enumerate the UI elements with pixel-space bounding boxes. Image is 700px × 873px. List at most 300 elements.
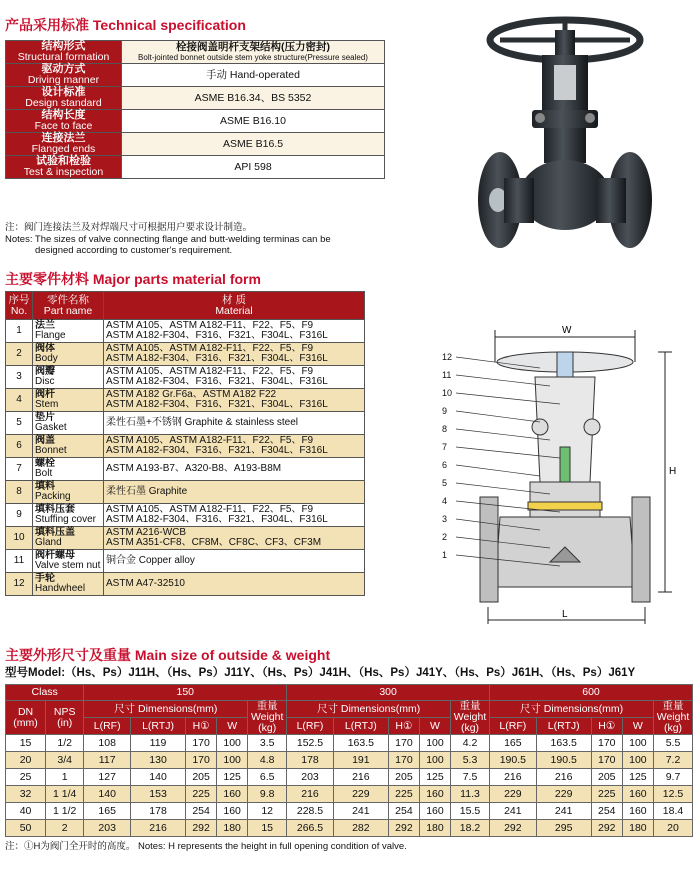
part-callout: 8 xyxy=(442,424,448,434)
spec-row xyxy=(6,110,385,133)
size-cell: 1 1/4 xyxy=(46,786,84,803)
dn-unit: (mm) xyxy=(13,716,38,729)
size-cell: 292 xyxy=(490,820,537,837)
size-cell: 125 xyxy=(622,769,653,786)
material-line-1: ASTM A105、ASTM A182-F11、F22、F5、F9 xyxy=(106,504,314,515)
size-cell: 117 xyxy=(84,752,131,769)
material-line-2: ASTM A351-CF8、CF8M、CF8C、CF3、CF3M xyxy=(106,537,322,548)
weight-en: Weight xyxy=(453,711,487,723)
part-no: 9 xyxy=(6,504,33,527)
material-line-2: ASTM A182-F304、F316、F321、F304L、F316L xyxy=(106,445,328,456)
spec-value-text: 栓接阀盖明杆支架结构(压力密封) xyxy=(176,41,330,53)
weight-en: Weight xyxy=(250,711,284,723)
weight-header xyxy=(654,701,693,735)
tech-heading: 产品采用标准 Technical specification xyxy=(5,17,246,33)
material-line-1: ASTM A182 Gr.F6a、ASTM A182 F22 xyxy=(106,389,277,400)
size-cell: 241 xyxy=(490,803,537,820)
dimensions-header: 尺寸 Dimensions(mm) xyxy=(490,701,654,718)
size-cell: 178 xyxy=(130,803,185,820)
spec-label-en: Design standard xyxy=(25,97,102,109)
parts-table xyxy=(5,291,365,596)
parts-row xyxy=(6,343,365,366)
size-row xyxy=(6,735,693,752)
spec-label xyxy=(6,156,122,179)
spec-value-text: 手动 Hand-operated xyxy=(206,68,300,81)
part-name xyxy=(33,481,104,504)
dimensions-header: 尺寸 Dimensions(mm) xyxy=(84,701,248,718)
part-material xyxy=(104,389,365,412)
nps-header xyxy=(46,701,84,735)
part-callout: 11 xyxy=(442,370,452,380)
size-cell: 191 xyxy=(333,752,388,769)
size-row xyxy=(6,786,693,803)
parts-row xyxy=(6,504,365,527)
part-name xyxy=(33,550,104,573)
tech-notes xyxy=(5,222,331,257)
size-cell: 190.5 xyxy=(536,752,591,769)
dim-col-header: W xyxy=(419,718,450,735)
material-line-1: ASTM A105、ASTM A182-F11、F22、F5、F9 xyxy=(106,435,314,446)
part-name-cn: 手轮 xyxy=(35,573,55,584)
spec-label-cn: 结构形式 xyxy=(41,40,86,52)
spec-row xyxy=(6,156,385,179)
size-cell: 3.5 xyxy=(248,735,287,752)
size-cell: 170 xyxy=(388,752,419,769)
size-cell: 180 xyxy=(622,820,653,837)
dimensions-header: 尺寸 Dimensions(mm) xyxy=(287,701,451,718)
part-no: 8 xyxy=(6,481,33,504)
part-name-en: Disc xyxy=(35,376,55,387)
size-cell: 100 xyxy=(217,735,248,752)
part-material xyxy=(104,527,365,550)
size-row xyxy=(6,752,693,769)
size-cell: 5.5 xyxy=(654,735,693,752)
part-callout: 4 xyxy=(442,496,448,506)
part-material xyxy=(104,412,365,435)
weight-cn: 重量 xyxy=(459,700,481,712)
size-cell: 100 xyxy=(217,752,248,769)
spec-value xyxy=(122,64,385,87)
part-name xyxy=(33,320,104,343)
size-cell: 18.4 xyxy=(654,803,693,820)
material-line-2: ASTM A182-F304、F316、F321、F304L、F316L xyxy=(106,353,328,364)
material-line-1: ASTM A105、ASTM A182-F11、F22、F5、F9 xyxy=(106,320,314,331)
dim-w: W xyxy=(562,325,572,336)
part-material xyxy=(104,435,365,458)
size-cell: 241 xyxy=(536,803,591,820)
part-name-en: Body xyxy=(35,353,58,364)
size-cell: 20 xyxy=(654,820,693,837)
model-line: 型号Model:（Hs、Ps）J11H、（Hs、Ps）J11Y、（Hs、Ps）J41H、（Hs、Ps）J41Y、（Hs、Ps）J61H、（Hs、Ps）J61Y xyxy=(5,667,636,679)
spec-row xyxy=(6,133,385,156)
size-heading: 主要外形尺寸及重量 Main size of outside & weight xyxy=(5,647,331,663)
dn-label: DN xyxy=(17,705,34,718)
spec-value xyxy=(122,87,385,110)
part-callout: 3 xyxy=(442,514,448,524)
note-en-1: Notes: The sizes of valve connecting flange and butt-welding terminas can be xyxy=(5,233,331,245)
size-cell: 170 xyxy=(186,735,217,752)
dim-col-header: W xyxy=(622,718,653,735)
part-callout: 2 xyxy=(442,532,448,542)
part-callout: 1 xyxy=(442,550,448,560)
size-cell: 11.3 xyxy=(451,786,490,803)
size-cell: 160 xyxy=(217,803,248,820)
part-no: 4 xyxy=(6,389,33,412)
note-en-2: designed according to customer's requirement. xyxy=(35,245,233,256)
size-cell: 216 xyxy=(490,769,537,786)
weight-header xyxy=(248,701,287,735)
part-name-en: Packing xyxy=(35,491,71,502)
material-line-1: 柔性石墨 Graphite xyxy=(106,486,188,497)
part-name-en: Bonnet xyxy=(35,445,67,456)
part-material xyxy=(104,573,365,596)
spec-label-en: Driving manner xyxy=(27,74,100,86)
size-cell: 100 xyxy=(622,752,653,769)
size-cell: 254 xyxy=(186,803,217,820)
size-cell: 228.5 xyxy=(287,803,334,820)
size-cell: 229 xyxy=(333,786,388,803)
spec-label-cn: 结构长度 xyxy=(41,109,86,121)
weight-unit: (kg) xyxy=(663,722,683,734)
parts-heading: 主要零件材料 Major parts material form xyxy=(5,271,261,287)
dim-col-header: L(RTJ) xyxy=(130,718,185,735)
size-cell: 160 xyxy=(217,786,248,803)
part-name xyxy=(33,343,104,366)
part-name-en: Handwheel xyxy=(35,583,86,594)
dim-col-header: L(RF) xyxy=(84,718,131,735)
size-cell: 254 xyxy=(388,803,419,820)
material-line-2: ASTM A182-F304、F316、F321、F304L、F316L xyxy=(106,399,328,410)
size-cell: 15 xyxy=(248,820,287,837)
size-cell: 50 xyxy=(6,820,46,837)
col-no-en: No. xyxy=(10,304,28,317)
parts-row xyxy=(6,366,365,389)
weight-cn: 重量 xyxy=(256,700,278,712)
size-cell: 160 xyxy=(419,786,450,803)
col-part-en: Part name xyxy=(43,304,93,317)
size-cell: 216 xyxy=(287,786,334,803)
size-cell: 25 xyxy=(6,769,46,786)
size-cell: 140 xyxy=(130,769,185,786)
part-name-cn: 填料压套 xyxy=(35,504,75,515)
part-name xyxy=(33,573,104,596)
size-cell: 125 xyxy=(217,769,248,786)
size-cell: 18.2 xyxy=(451,820,490,837)
size-cell: 203 xyxy=(287,769,334,786)
spec-value xyxy=(122,156,385,179)
part-name-en: Gland xyxy=(35,537,62,548)
size-cell: 108 xyxy=(84,735,131,752)
spec-row xyxy=(6,87,385,110)
part-callout: 5 xyxy=(442,478,448,488)
size-cell: 292 xyxy=(388,820,419,837)
size-cell: 225 xyxy=(388,786,419,803)
part-material xyxy=(104,550,365,573)
dim-col-header: L(RTJ) xyxy=(536,718,591,735)
spec-value xyxy=(122,110,385,133)
part-name xyxy=(33,527,104,550)
note-cn: 注：阀门连接法兰及对焊端尺寸可根据用户要求设计制造。 xyxy=(5,222,253,233)
size-cell: 9.8 xyxy=(248,786,287,803)
parts-row xyxy=(6,573,365,596)
size-cell: 292 xyxy=(186,820,217,837)
spec-label-cn: 连接法兰 xyxy=(41,132,86,144)
class-150: 150 xyxy=(84,685,287,701)
size-class-row xyxy=(6,685,693,701)
part-name-cn: 阀瓣 xyxy=(35,366,55,377)
size-cell: 1 xyxy=(46,769,84,786)
material-line-2: ASTM A182-F304、F316、F321、F304L、F316L xyxy=(106,376,328,387)
dim-col-header: L(RTJ) xyxy=(333,718,388,735)
part-name-en: Stuffing cover xyxy=(35,514,96,525)
valve-section-drawing xyxy=(440,322,690,627)
col-material xyxy=(104,292,365,320)
part-no: 5 xyxy=(6,412,33,435)
size-cell: 165 xyxy=(84,803,131,820)
size-cell: 7.5 xyxy=(451,769,490,786)
size-cell: 9.7 xyxy=(654,769,693,786)
part-callout: 12 xyxy=(442,352,453,362)
class-300: 300 xyxy=(287,685,490,701)
dim-col-header: L(RF) xyxy=(490,718,537,735)
spec-label-cn: 驱动方式 xyxy=(41,63,86,75)
nps-label: NPS xyxy=(53,705,76,718)
size-cell: 160 xyxy=(622,803,653,820)
size-cell: 178 xyxy=(287,752,334,769)
size-cell: 130 xyxy=(130,752,185,769)
material-line-1: ASTM A105、ASTM A182-F11、F22、F5、F9 xyxy=(106,343,314,354)
col-no xyxy=(6,292,33,320)
spec-label xyxy=(6,87,122,110)
size-cell: 180 xyxy=(217,820,248,837)
dim-col-header: H① xyxy=(591,718,622,735)
parts-row xyxy=(6,389,365,412)
spec-row xyxy=(6,41,385,64)
callout-leader xyxy=(456,465,540,476)
size-cell: 229 xyxy=(536,786,591,803)
col-part-cn: 零件名称 xyxy=(47,293,89,306)
size-cell: 216 xyxy=(130,820,185,837)
part-material xyxy=(104,366,365,389)
part-material xyxy=(104,343,365,366)
size-cell: 15.5 xyxy=(451,803,490,820)
part-name-cn: 阀杆螺母 xyxy=(35,550,75,561)
size-cell: 170 xyxy=(186,752,217,769)
spec-row xyxy=(6,64,385,87)
size-cell: 266.5 xyxy=(287,820,334,837)
spec-label-cn: 设计标准 xyxy=(41,86,86,98)
size-cell: 152.5 xyxy=(287,735,334,752)
size-note: 注：①H为阀门全开时的高度。 Notes: H represents the height in full opening condition of valve. xyxy=(5,841,407,852)
part-name-cn: 填料 xyxy=(35,481,55,492)
weight-unit: (kg) xyxy=(460,722,480,734)
material-line-1: ASTM A105、ASTM A182-F11、F22、F5、F9 xyxy=(106,366,314,377)
spec-value-sub: Bolt-jointed bonnet outside stem yoke structure(Pressure sealed) xyxy=(138,53,368,62)
part-material xyxy=(104,504,365,527)
size-cell: 125 xyxy=(419,769,450,786)
size-cell: 4.2 xyxy=(451,735,490,752)
weight-en: Weight xyxy=(656,711,690,723)
part-name-cn: 阀体 xyxy=(35,343,55,354)
material-line-1: 柔性石墨+不锈钢 Graphite & stainless steel xyxy=(106,417,299,428)
size-cell: 190.5 xyxy=(490,752,537,769)
part-material xyxy=(104,458,365,481)
part-name-en: Valve stem nut xyxy=(35,560,101,571)
size-cell: 295 xyxy=(536,820,591,837)
parts-header-row xyxy=(6,292,365,320)
weight-unit: (kg) xyxy=(258,722,277,734)
material-line-1: ASTM A193-B7、A320-B8、A193-B8M xyxy=(106,463,282,474)
class-label: Class xyxy=(6,685,84,701)
spec-label xyxy=(6,133,122,156)
size-cell: 100 xyxy=(419,752,450,769)
spec-label xyxy=(6,64,122,87)
class-600: 600 xyxy=(490,685,693,701)
size-cell: 241 xyxy=(333,803,388,820)
part-name-en: Bolt xyxy=(35,468,53,479)
col-no-cn: 序号 xyxy=(8,293,30,306)
size-cell: 160 xyxy=(622,786,653,803)
size-cell: 1 1/2 xyxy=(46,803,84,820)
size-cell: 180 xyxy=(419,820,450,837)
part-name xyxy=(33,458,104,481)
size-cell: 1/2 xyxy=(46,735,84,752)
size-cell: 119 xyxy=(130,735,185,752)
size-cell: 216 xyxy=(536,769,591,786)
spec-value xyxy=(122,133,385,156)
parts-row xyxy=(6,527,365,550)
size-cell: 205 xyxy=(591,769,622,786)
part-name-cn: 垫片 xyxy=(35,412,55,423)
parts-row xyxy=(6,481,365,504)
parts-row xyxy=(6,435,365,458)
spec-label-en: Test & inspection xyxy=(23,166,104,178)
size-cell: 4.8 xyxy=(248,752,287,769)
size-cell: 127 xyxy=(84,769,131,786)
spec-value-text: ASME B16.34、BS 5352 xyxy=(194,91,312,104)
valve-photo xyxy=(470,10,660,255)
parts-row xyxy=(6,550,365,573)
parts-row xyxy=(6,412,365,435)
size-row xyxy=(6,820,693,837)
part-name-en: Stem xyxy=(35,399,59,410)
part-name-cn: 螺栓 xyxy=(35,458,55,469)
size-cell: 32 xyxy=(6,786,46,803)
spec-value-text: ASME B16.10 xyxy=(220,114,286,127)
size-cell: 205 xyxy=(186,769,217,786)
size-cell: 205 xyxy=(388,769,419,786)
material-line-2: ASTM A182-F304、F316、F321、F304L、F316L xyxy=(106,330,328,341)
size-cell: 292 xyxy=(591,820,622,837)
part-no: 11 xyxy=(6,550,33,573)
tech-spec-table xyxy=(5,40,385,179)
size-cell: 140 xyxy=(84,786,131,803)
material-line-1: 铜合金 Copper alloy xyxy=(106,555,195,566)
part-callout: 9 xyxy=(442,406,448,416)
spec-label-en: Structural formation xyxy=(17,51,110,63)
part-name-cn: 阀杆 xyxy=(35,389,55,400)
part-name-cn: 法兰 xyxy=(35,320,55,331)
part-name-en: Flange xyxy=(35,330,66,341)
spec-label-en: Face to face xyxy=(34,120,93,132)
dim-col-header: L(RF) xyxy=(287,718,334,735)
size-cell: 203 xyxy=(84,820,131,837)
size-cell: 254 xyxy=(591,803,622,820)
material-line-1: ASTM A216-WCB xyxy=(106,527,187,538)
part-name-en: Gasket xyxy=(35,422,67,433)
col-mat-en: Material xyxy=(215,304,253,317)
size-table xyxy=(5,684,693,837)
weight-header xyxy=(451,701,490,735)
part-material xyxy=(104,481,365,504)
spec-value xyxy=(122,41,385,64)
dim-col-header: H① xyxy=(388,718,419,735)
col-part xyxy=(33,292,104,320)
size-cell: 2 xyxy=(46,820,84,837)
dn-header xyxy=(6,701,46,735)
col-mat-cn: 材 质 xyxy=(222,293,246,306)
material-line-2: ASTM A182-F304、F316、F321、F304L、F316L xyxy=(106,514,328,525)
size-row xyxy=(6,803,693,820)
size-cell: 282 xyxy=(333,820,388,837)
size-cell: 3/4 xyxy=(46,752,84,769)
size-row xyxy=(6,769,693,786)
part-material xyxy=(104,320,365,343)
spec-value-text: ASME B16.5 xyxy=(222,137,284,150)
dim-h: H xyxy=(669,466,677,477)
part-callout: 10 xyxy=(442,388,453,398)
spec-label-en: Flanged ends xyxy=(31,143,96,155)
size-cell: 100 xyxy=(419,735,450,752)
part-no: 12 xyxy=(6,573,33,596)
size-cell: 100 xyxy=(622,735,653,752)
part-no: 3 xyxy=(6,366,33,389)
part-no: 2 xyxy=(6,343,33,366)
size-cell: 153 xyxy=(130,786,185,803)
part-name xyxy=(33,504,104,527)
part-no: 1 xyxy=(6,320,33,343)
spec-label xyxy=(6,110,122,133)
size-cell: 216 xyxy=(333,769,388,786)
size-cell: 12.5 xyxy=(654,786,693,803)
size-cell: 225 xyxy=(591,786,622,803)
size-cell: 225 xyxy=(186,786,217,803)
parts-row xyxy=(6,458,365,481)
part-name xyxy=(33,366,104,389)
size-cell: 20 xyxy=(6,752,46,769)
part-name xyxy=(33,412,104,435)
spec-label xyxy=(6,41,122,64)
nps-unit: (in) xyxy=(57,716,73,729)
dim-col-header: W xyxy=(217,718,248,735)
size-head-row-2 xyxy=(6,718,693,735)
spec-value-text: API 598 xyxy=(234,160,272,173)
parts-row xyxy=(6,320,365,343)
size-cell: 6.5 xyxy=(248,769,287,786)
size-cell: 163.5 xyxy=(536,735,591,752)
size-cell: 229 xyxy=(490,786,537,803)
size-cell: 40 xyxy=(6,803,46,820)
size-cell: 160 xyxy=(419,803,450,820)
material-line-1: ASTM A47-32510 xyxy=(106,578,185,589)
size-cell: 170 xyxy=(591,735,622,752)
part-callout: 7 xyxy=(442,442,448,452)
size-cell: 163.5 xyxy=(333,735,388,752)
size-cell: 5.3 xyxy=(451,752,490,769)
dim-l: L xyxy=(562,609,568,620)
size-head-row-1 xyxy=(6,701,693,718)
size-cell: 170 xyxy=(591,752,622,769)
